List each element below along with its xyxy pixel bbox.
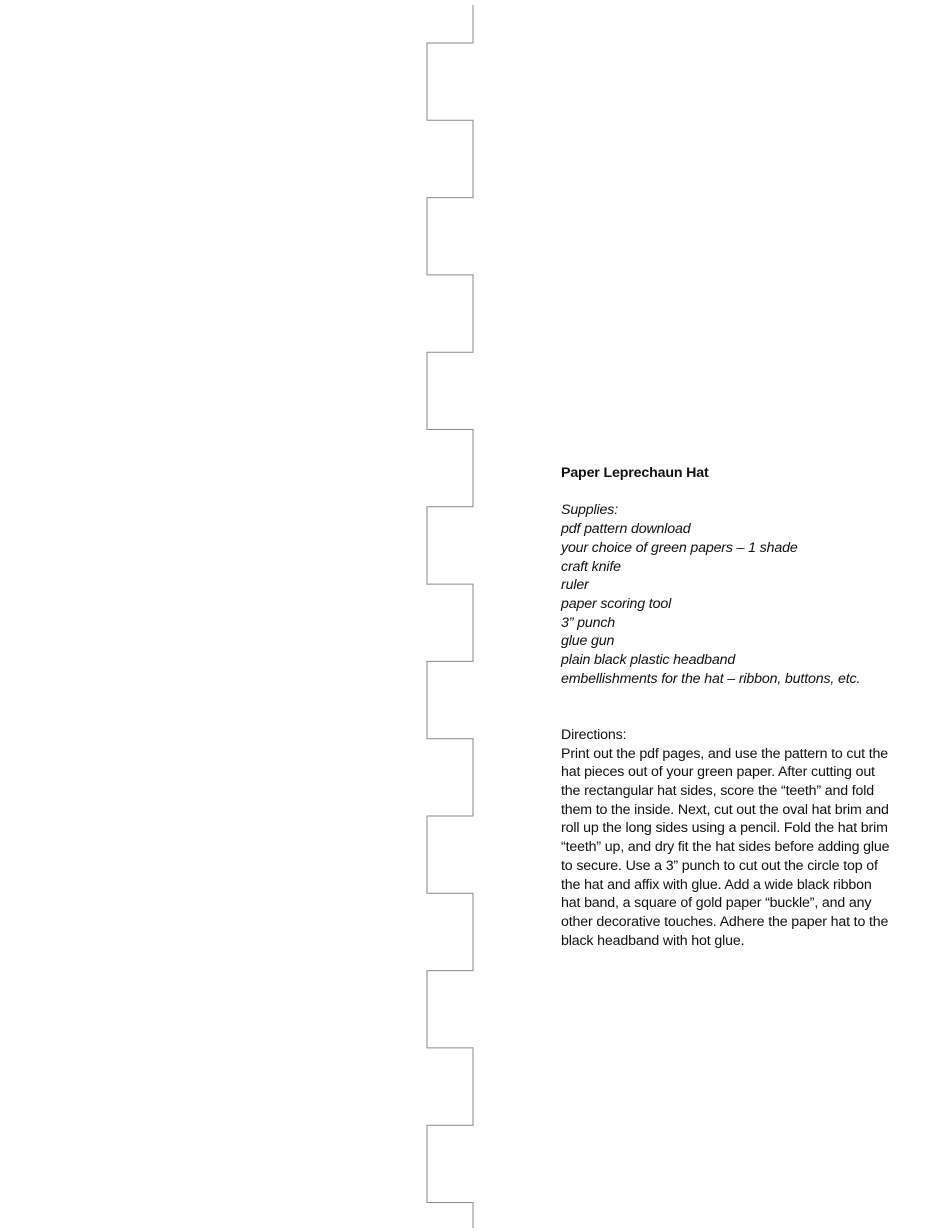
supplies-heading: Supplies: xyxy=(561,502,619,519)
hat-side-teeth-edge xyxy=(427,5,473,1228)
directions-heading: Directions: xyxy=(561,726,627,743)
supply-item: 3” punch xyxy=(561,614,616,631)
directions-text: Print out the pdf pages, and use the pattern to cut the hat pieces out of your green paper. After cutting out the rectangular hat sides, score the “teeth” and fold them to the inside. Next, cut out the oval hat brim and roll up the long sides using a pencil. Fold the hat brim “teeth” up, and dry fit the hat sides before adding glue to secure. Use a 3” punch to cut out the circle top of the hat and affix with glue. Add a wide black ribbon hat band, a square of gold paper “buckle”, and any other decorative touches. Adhere the paper hat to the black headband with hot glue. xyxy=(561,745,890,949)
supply-item: your choice of green papers – 1 shade xyxy=(561,539,798,556)
supply-item: craft knife xyxy=(561,558,621,575)
supply-item: glue gun xyxy=(561,633,615,650)
supplies-list xyxy=(561,520,891,688)
supply-item: ruler xyxy=(561,577,589,594)
page-title: Paper Leprechaun Hat xyxy=(561,465,709,481)
supply-item: embellishments for the hat – ribbon, buttons, etc. xyxy=(561,670,861,687)
supply-item: pdf pattern download xyxy=(561,521,691,538)
instructions-panel xyxy=(561,464,891,950)
supply-item: plain black plastic headband xyxy=(561,652,736,669)
supply-item: paper scoring tool xyxy=(561,595,672,612)
